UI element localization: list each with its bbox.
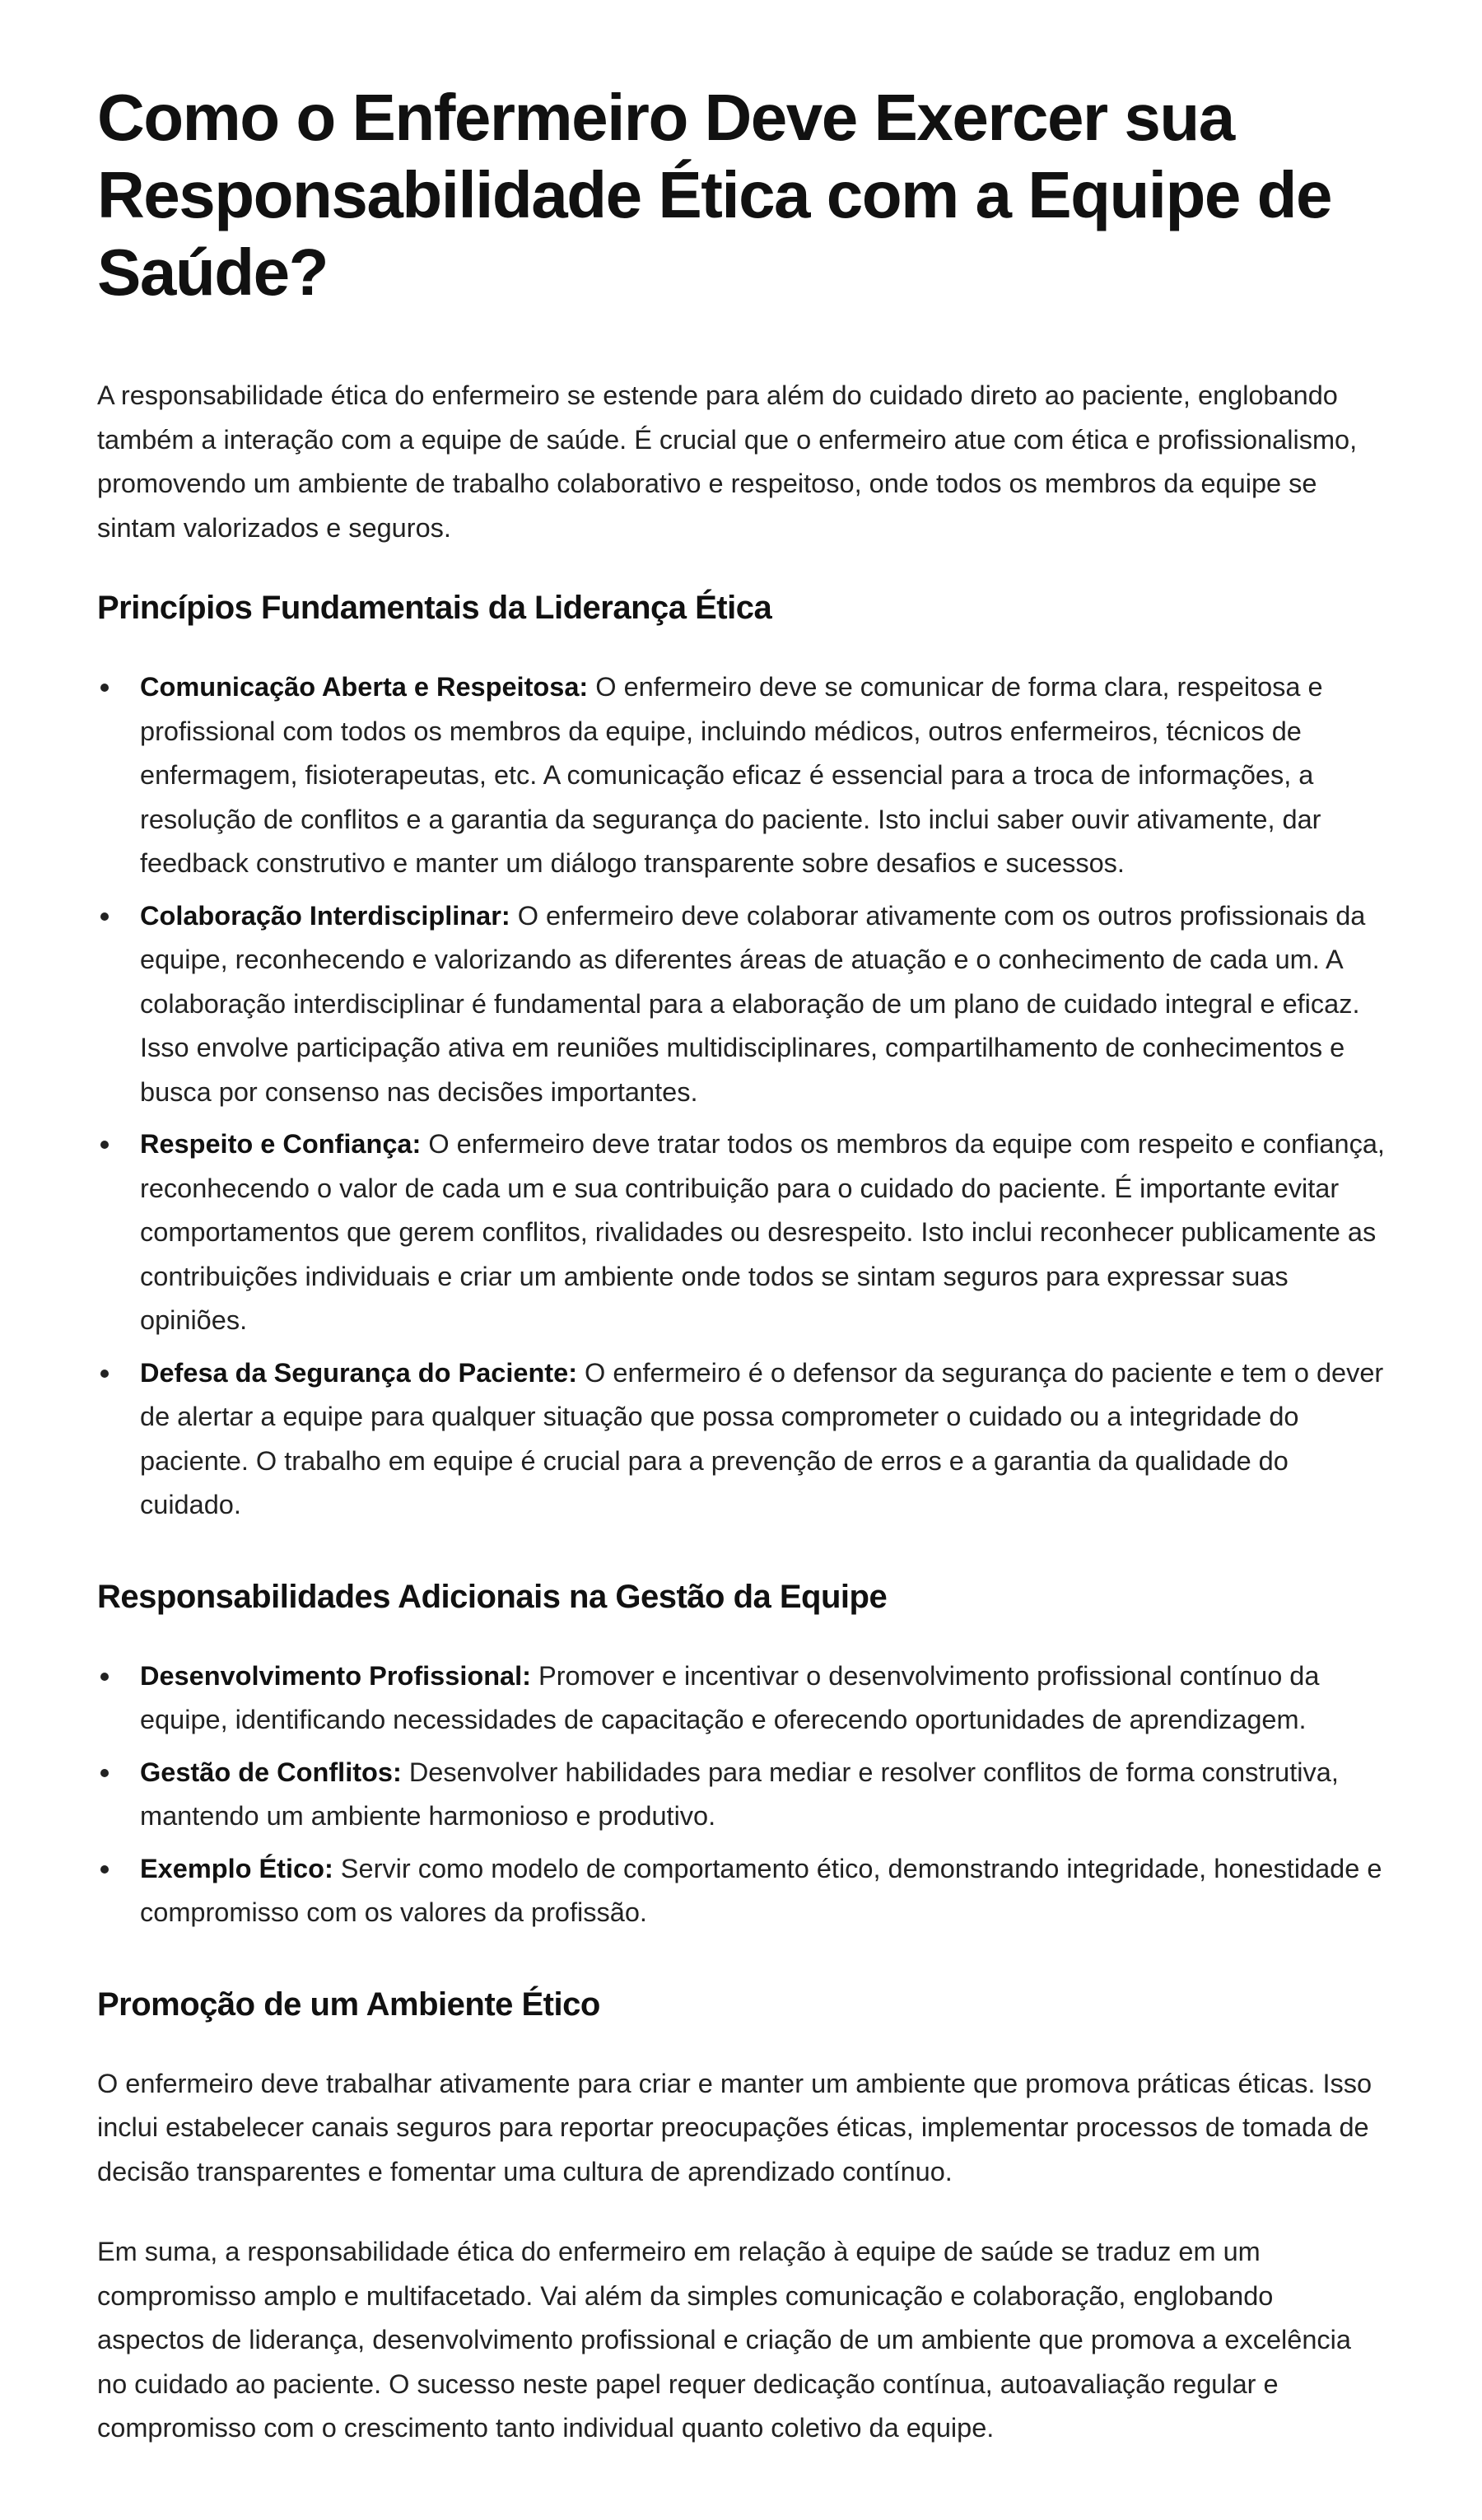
section-ethical-environment <box>97 1983 1385 2451</box>
list-item <box>97 1654 1385 1743</box>
item-label: Respeito e Confiança: <box>140 1129 422 1159</box>
list-item <box>97 894 1385 1115</box>
list-item <box>97 1847 1385 1935</box>
section-leadership-principles <box>97 586 1385 1528</box>
list-item <box>97 665 1385 886</box>
bullet-icon <box>100 1141 109 1149</box>
page-title: Como o Enfermeiro Deve Exercer sua Responsabilidade Ética com a Equipe de Saúde? <box>97 81 1331 309</box>
section-heading: Promoção de um Ambiente Ético <box>97 1986 600 2023</box>
item-text: Promover e incentivar o desenvolvimento profissional contínuo da equipe, identificando necessidades de capacitação e oferecendo oportunidades de aprendizagem. <box>140 1660 1320 1734</box>
item-label: Defesa da Segurança do Paciente: <box>140 1357 578 1388</box>
bullet-list <box>97 1654 1385 1935</box>
item-text: Servir como modelo de comportamento ético, demonstrando integridade, honestidade e compromisso com os valores da profissão. <box>140 1853 1382 1927</box>
section-additional-responsibilities <box>97 1575 1385 1935</box>
bullet-icon <box>100 684 109 692</box>
bullet-icon <box>100 1769 109 1777</box>
bullet-list <box>97 665 1385 1528</box>
item-label: Gestão de Conflitos: <box>140 1757 402 1787</box>
list-item <box>97 1751 1385 1839</box>
item-text: O enfermeiro deve tratar todos os membros da equipe com respeito e confiança, reconhecendo o valor de cada um e sua contribuição para o cuidado do paciente. É importante evitar comportamentos que gerem conflitos, rivalidades ou desrespeito. Isto inclui reconhecer publicamente as contribuições individuais e criar um ambiente onde todos se sintam seguros para expressar suas opiniões. <box>140 1129 1385 1335</box>
bullet-icon <box>100 1865 109 1874</box>
item-label: Colaboração Interdisciplinar: <box>140 900 510 931</box>
item-text: O enfermeiro deve se comunicar de forma clara, respeitosa e profissional com todos os membros da equipe, incluindo médicos, outros enfermeiros, técnicos de enfermagem, fisioterapeutas, etc. A comunicação eficaz é essencial para a troca de informações, a resolução de conflitos e a garantia da segurança do paciente. Isto inclui saber ouvir ativamente, dar feedback construtivo e manter um diálogo transparente sobre desafios e sucessos. <box>140 672 1323 878</box>
bullet-icon <box>100 912 109 921</box>
list-item <box>97 1351 1385 1528</box>
item-label: Exemplo Ético: <box>140 1853 333 1883</box>
bullet-icon <box>100 1673 109 1681</box>
bullet-icon <box>100 1370 109 1378</box>
body-paragraph: O enfermeiro deve trabalhar ativamente para criar e manter um ambiente que promova práticas éticas. Isso inclui estabelecer canais seguros para reportar preocupações éticas, implementar processos de tomada de decisão transparentes e fomentar uma cultura de aprendizado contínuo. <box>97 2068 1372 2186</box>
list-item <box>97 1122 1385 1343</box>
item-label: Desenvolvimento Profissional: <box>140 1660 531 1691</box>
section-heading: Princípios Fundamentais da Liderança Ética <box>97 590 772 626</box>
intro-paragraph: A responsabilidade ética do enfermeiro se estende para além do cuidado direto ao paciente, englobando também a interação com a equipe de saúde. É crucial que o enfermeiro atue com ética e profissionalismo, promovendo um ambiente de trabalho colaborativo e respeitoso, onde todos os membros da equipe se sintam valorizados e seguros. <box>97 380 1358 543</box>
conclusion-paragraph: Em suma, a responsabilidade ética do enfermeiro em relação à equipe de saúde se traduz em um compromisso amplo e multifacetado. Vai além da simples comunicação e colaboração, englobando aspectos de liderança, desenvolvimento profissional e criação de um ambiente que promova a excelência no cuidado ao paciente. O sucesso neste papel requer dedicação contínua, autoavaliação regular e compromisso com o crescimento tanto individual quanto coletivo da equipe. <box>97 2237 1351 2443</box>
item-text: O enfermeiro é o defensor da segurança do paciente e tem o dever de alertar a equipe para qualquer situação que possa comprometer o cuidado ou a integridade do paciente. O trabalho em equipe é crucial para a prevenção de erros e a garantia da qualidade do cuidado. <box>140 1357 1384 1519</box>
section-heading: Responsabilidades Adicionais na Gestão da Equipe <box>97 1578 888 1615</box>
item-text: O enfermeiro deve colaborar ativamente com os outros profissionais da equipe, reconhecendo e valorizando as diferentes áreas de atuação e o conhecimento de cada um. A colaboração interdisciplinar é fundamental para a elaboração de um plano de cuidado integral e eficaz. Isso envolve participação ativa em reuniões multidisciplinares, compartilhamento de conhecimentos e busca por consenso nas decisões importantes. <box>140 900 1366 1107</box>
item-text: Desenvolver habilidades para mediar e resolver conflitos de forma construtiva, mantendo um ambiente harmonioso e produtivo. <box>140 1757 1339 1831</box>
item-label: Comunicação Aberta e Respeitosa: <box>140 672 589 702</box>
